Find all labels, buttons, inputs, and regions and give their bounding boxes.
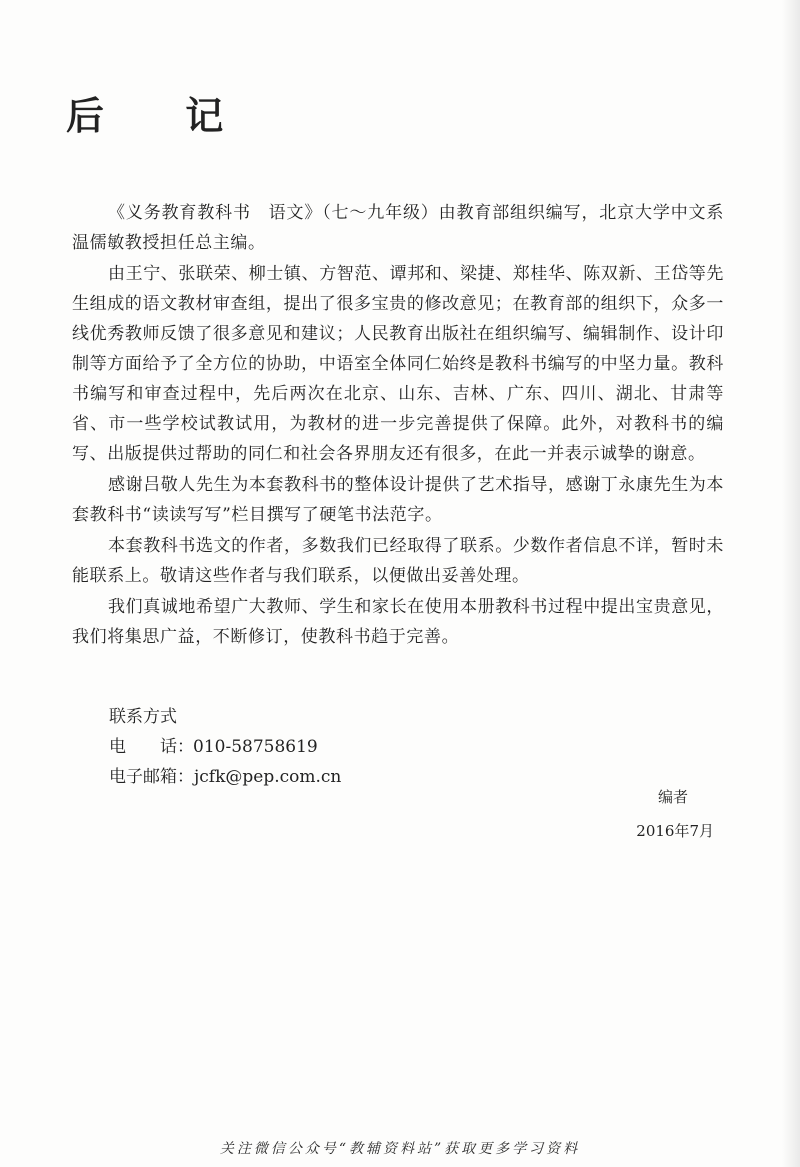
signature: 编者 [657, 788, 688, 806]
paragraph-4: 本套教科书选文的作者，多数我们已经取得了联系。少数作者信息不详，暂时未能联系上。敬请这些作者与我们联系，以便做出妥善处理。 [72, 536, 724, 586]
contact-email-row [109, 762, 341, 792]
page-title: 后 记 [66, 94, 258, 138]
contact-phone-row [109, 732, 341, 762]
date: 2016年7月 [636, 822, 714, 840]
page-edge-shadow [782, 0, 800, 1167]
contact-block [109, 702, 341, 792]
phone-label [109, 732, 193, 762]
phone-value: 010-58758619 [193, 737, 318, 757]
afterword-body [72, 198, 724, 653]
contact-heading: 联系方式 [109, 707, 177, 727]
phone-label-part-2: 话： [160, 737, 194, 757]
footer-watermark-text: 关注微信公众号“教辅资料站”获取更多学习资料 [219, 1141, 581, 1157]
phone-label-part-1: 电 [109, 737, 126, 757]
paragraph-3: 感谢吕敬人先生为本套教科书的整体设计提供了艺术指导，感谢丁永康先生为本套教科书“读读写写”栏目撰写了硬笔书法范字。 [72, 475, 724, 525]
email-value: jcfk@pep.com.cn [194, 767, 342, 787]
paragraph-5: 我们真诚地希望广大教师、学生和家长在使用本册教科书过程中提出宝贵意见，我们将集思广益，不断修订，使教科书趋于完善。 [72, 597, 724, 647]
email-label: 电子邮箱： [109, 767, 194, 787]
paragraph-2: 由王宁、张联荣、柳士镇、方智范、谭邦和、梁捷、郑桂华、陈双新、王岱等先生组成的语文教材审查组，提出了很多宝贵的修改意见；在教育部的组织下，众多一线优秀教师反馈了很多意见和建议；人民教育出版社在组织编写、编辑制作、设计印制等方面给予了全方位的协助，中语室全体同仁始终是教科书编写的中坚力量。教科书编写和审查过程中，先后两次在北京、山东、吉林、广东、四川、湖北、甘肃等省、市一些学校试教试用，为教材的进一步完善提供了保障。此外，对教科书的编写、出版提供过帮助的同仁和社会各界朋友还有很多，在此一并表示诚挚的谢意。 [72, 264, 724, 464]
paragraph-1: 《义务教育教科书 语文》（七～九年级）由教育部组织编写，北京大学中文系温儒敏教授担任总主编。 [72, 203, 724, 253]
